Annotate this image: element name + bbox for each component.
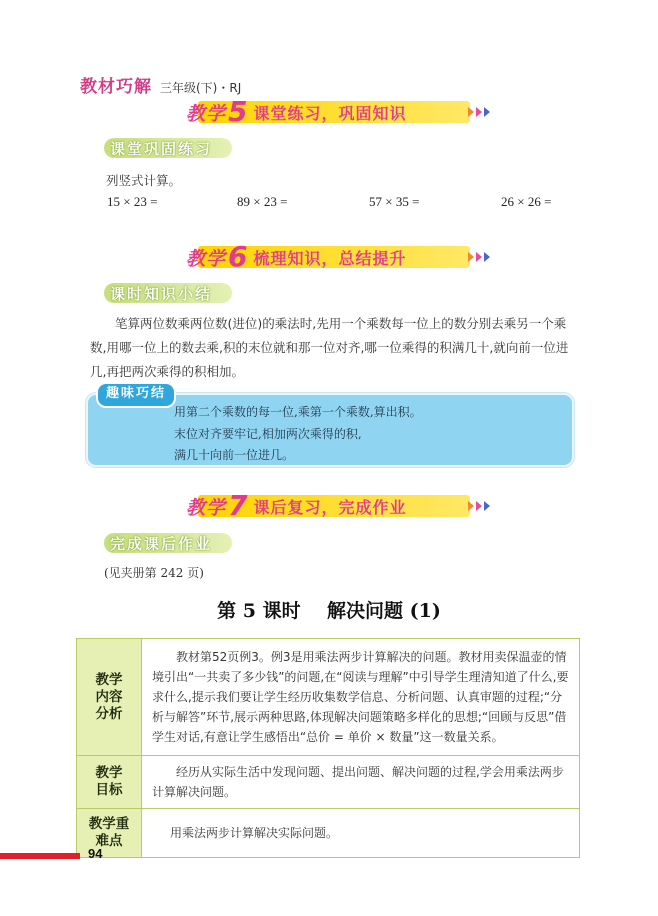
row-content: 经历从实际生活中发现问题、提出问题、解决问题的过程,学会用乘法两步计算解决问题。 [142,756,580,809]
banner-number: 5 [228,95,248,128]
practice-pill [104,136,212,160]
book-brand: 教材巧解 [80,77,152,97]
row-label-text: 教学重难点 [88,816,130,849]
summary-pill [104,281,212,305]
step5-banner [186,95,407,128]
pill-text: 课时知识小结 [110,284,213,303]
table-row [77,756,580,809]
lesson-info-table [76,638,580,858]
page-number: 94 [88,846,103,861]
triple-arrow-icon [468,250,494,264]
step7-banner [186,489,407,522]
table-row [77,639,580,756]
tip-line-3: 满几十向前一位进几。 [174,448,295,462]
exercise-1: 15 × 23 = [107,194,158,209]
exercise-4: 26 × 26 = [501,194,552,209]
lesson-title [0,596,658,623]
row-label-text: 教学内容分析 [95,671,123,722]
tip-line-1: 用第二个乘数的每一位,乘第一个乘数,算出积。 [174,405,422,419]
pill-text: 完成课后作业 [110,534,213,553]
step6-banner [186,240,407,273]
triple-arrow-icon [468,105,494,119]
exercise-row [107,194,567,210]
banner-label: 教学 [186,247,227,270]
triple-arrow-icon [468,499,494,513]
footer-bar [0,853,80,859]
row-label [77,639,142,756]
row-label [77,809,142,858]
lesson-title-text: 第 5 课时 解决问题 (1) [217,600,441,622]
homework-reference: (见夹册第 242 页) [104,566,204,580]
banner-label: 教学 [186,102,227,125]
homework-pill [104,531,212,555]
running-header [80,72,241,97]
tip-badge: 趣味巧结 [96,382,176,408]
banner-number: 7 [228,489,248,522]
row-label-text: 教学目标 [95,765,123,798]
tip-line-2: 末位对齐要牢记,相加两次乘得的积, [174,427,362,441]
pill-text: 课堂巩固练习 [110,139,213,158]
exercise-3: 57 × 35 = [369,194,420,209]
banner-number: 6 [228,240,248,273]
summary-paragraph: 笔算两位数乘两位数(进位)的乘法时,先用一个乘数每一位上的数分别去乘另一个乘数,用哪一位上的数去乘,积的末位就和那一位对齐,哪一位乘得的积满几十,就向前一位进几,再把两次乘得的积相加。 [90,316,569,379]
row-label [77,756,142,809]
exercise-2: 89 × 23 = [237,194,288,209]
table-row [77,809,580,858]
banner-label: 教学 [186,496,227,519]
banner-title: 梳理知识，总结提升 [253,248,407,268]
banner-title: 课后复习，完成作业 [253,497,407,517]
row-content: 教材第52页例3。例3是用乘法两步计算解决的问题。教材用卖保温壶的情境引出“一共卖了多少钱”的问题,在“阅读与理解”中引导学生理清知道了什么,要求什么,提示我们要让学生经历收集数学信息、分析问题、认真审题的过程;“分析与解答”环节,展示两种思路,体现解决问题策略多样化的思想;“回顾与反思”借学生对话,有意让学生感悟出“总价 = 单价 × 数量”这一数量关系。 [142,639,580,756]
row-content: 用乘法两步计算解决实际问题。 [142,809,580,858]
practice-instruction: 列竖式计算。 [106,173,182,188]
banner-title: 课堂练习，巩固知识 [253,103,407,123]
grade-label: 三年级(下)・RJ [160,81,242,95]
